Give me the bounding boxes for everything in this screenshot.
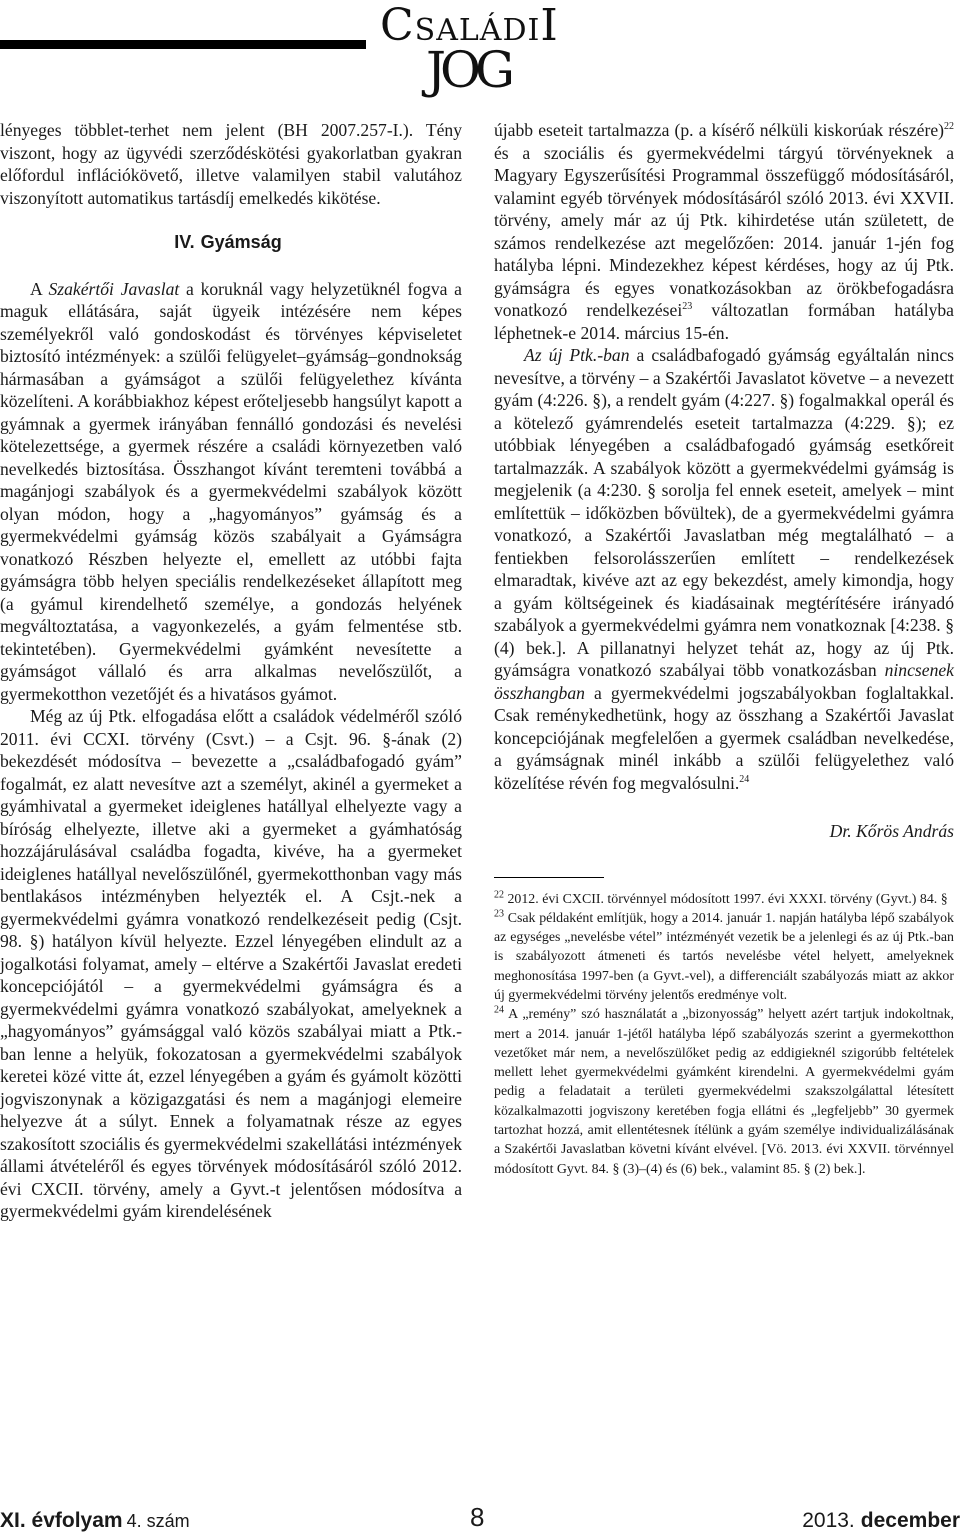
section-heading: IV. Gyámság: [174, 232, 282, 252]
page-footer: [0, 1502, 960, 1537]
left-column: [0, 119, 462, 1223]
footnote-ref: 23: [682, 301, 693, 313]
footnote: $^{24}$ A „remény” szó használatát a „bizonyosság” helyett azért tartjuk indokoltnak, mert a 2014. január 1-jétől hatályba lépő szabályozás szerint a gyermekotthon vezetőket már nem, a nevelőszülőket pedig az eddigieknél szigorúbb feltételek mellett lehet gyermekvédelmi gyámként kirendelni. A gyermekvédelmi gyám pedig a feladatait a területi gyermekvédelmi szakszolgálattal létesített közalkalmazotti jogviszony keretében fogja ellátni és „legfeljebb” 30 gyermek tartozhat hozzá, amit ellentétesnek ítélünk a gyám személye individualizálásának a Szakértői Javaslatban követni kívánt elvével. [Vö. 2013. évi XXVII. törvénnyel módosított Gyvt. 84. § (3)–(4) és (6) bek., valamint 85. § (2) bek.].: [494, 1004, 954, 1177]
logo-line-2: JOG: [426, 41, 509, 99]
logo-line-1: CSALÁDII: [380, 0, 559, 51]
right-column: [494, 119, 954, 1179]
footnote: $^{23}$ Csak példaként említjük, hogy a 2014. január 1. napján hatályba lépő szabályok az egységes „nevelésbe vétel” intézményét vezetik be a jelenlegi és az új Ptk.-ban is szabályozott átmeneti és tartós nevelésbe vétel helyett, amelyeknek meghonosítása 1997-ben (a Gyvt.-vel), a differenciált szabályozás miatt az akkor új gyermekvédelmi törvény jelentős eredménye volt.: [494, 908, 954, 1003]
footnote: $^{22}$ 2012. évi CXCII. törvénnyel módosított 1997. évi XXXI. törvény (Gyvt.) 84. §: [494, 888, 948, 907]
footer-date: 2013. december: [802, 1509, 960, 1532]
footer-volume: XI. évfolyam 4. szám: [0, 1509, 190, 1532]
page-number: 8: [470, 1502, 485, 1532]
footnote-ref: 22: [944, 121, 954, 133]
journal-logo: [380, 0, 580, 100]
paragraph: A Szakértői Javaslat a koruknál vagy helyzetüknél fogva a maguk ellátására, saját ügyeik intézésére nem képes személyekről való gondoskodást és törvényes képviseletet biztosító intézmények: a szülői felügyelet–gyámság–gondnokság hármasában a gyámságot a szülői felügyelethez kívánta közelíteni. A korábbiakhoz képest erőteljesebb hangsúlyt kapott a gyámnak a gyermek irányában fennálló gondozási és nevelési kötelezettsége, a gyermek részére a családi környezetben való nevelkedés biztosítása. Összhangot kívánt teremteni továbbá a magánjogi szabályok és a gyermekvédelmi szabályok között olyan módon, hogy a „hagyományos” gyámság és a gyermekvédelmi gyámság közös szabályait a Gyámságra vonatkozó Részben helyezte el, emellett az utóbbi fajta gyámságra több helyen speciális rendelkezéseket állapított meg (a gyámul kirendelhető személye, a gondozás helyének megváltoztatása, a vagyonkezelés, a gyám felmentése stb. tekintetében). Gyermekvédelmi gyámként nevesítette a gyámságot vállaló és arra alkalmas nevelőszülőt, a gyermekotthon vezetőjét és a hivatásos gyámot.: [0, 278, 462, 704]
footnote-ref: 24: [739, 773, 750, 785]
paragraph: Az új Ptk.-ban a családbafogadó gyámság egyáltalán nincs nevesítve, a törvény – a Szakértői Javaslatot követve – a nevezett gyám (4:226. §), a rendelt gyám (4:227. §) fogalmakkal operál és a kötelező gyámrendelés eseteit tartalmazza (4:229. §); ez utóbbiak lényegében a családbafogadó gyámság esetkőreit tartalmazzák. A szabályok között a gyermekvédelmi gyámság is megjelenik (a 4:230. § sorolja fel ennek eseteit, amelyek – mint említettük – időközben bővültek), de a gyermekvédelmi gyámra vonatkozó, a Szakértői Javaslatban még megtalálható – a fentiekben felsorolásszerűen említett – rendelkezések elmaradtak, kivéve azt az egy bekezdést, amely kimondja, hogy a gyám költségeinek és kiadásainak megtérítésére irányadó szabályok a gyermekvédelmi gyámra nem vonatkoznak [4:238. § (4) bek.]. A pillanatnyi helyzet tehát az, hogy az új Ptk. gyámságra vonatkozó szabályai több vonatkozásban nincsenek összhangban a gyermekvédelmi jogszabályokban foglaltakkal. Csak reménykedhetünk, hogy az összhang a Szakértői Javaslat koncepciójának megfelelően a gyermek családban nevelkedése, a gyámságnak minél inkább a szülői felügyelethez való közelítése révén fog megvalósulni.$^{24}$: [494, 345, 954, 793]
paragraph: Még az új Ptk. elfogadása előtt a családok védelméről szóló 2011. évi CCXI. törvény (Csvt.) – a Csjt. 96. §-ának (2) bekezdését módosítva – bevezette a „családbafogadó gyám” fogalmát, ez alatt nevesítve azt a személyt, akinél a gyermeket a gyámhivatal a gyermeket ideiglenes hatállyal elhelyezte vagy a bíróság elhelyezte, illetve aki a gyermeket a gyámhatóság hozzájárulásával családba fogadta, kivéve, ha a gyermeket ideiglenes hatállyal nevelőszülőnél, gyermekotthonban vagy más bentlakásos intézményben helyezték el. A Csjt.-nek a gyermekvédelmi gyámra vonatkozó rendelkezéseit pedig (Csjt. 98. §) hatályon kívül helyezte. Ezzel lényegében elindult az a jogalkotási folyamat, amely – eltérve a Szakértői Javaslat eredeti koncepciójától – a gyermekvédelmi gyámságra és a gyermekvédelmi gyámra vonatkozó szabályokat, amelyeknek a „hagyományos” gyámsággal való közös szabályai miatt a Ptk.-ban lenne a helyük, fokozatosan a gyermekvédelmi szabályok keretei közé vitte át, ezzel lényegében a gyám és gyámolt közötti jogviszonynak a közigazgatási és nem a magánjogi elemeire helyezve át a súlyt. Ennek a folyamatnak része az egyes szakosított szociális és gyermekvédelmi szakellátási intézmények állami átvételéről és egyes törvények módosításáról szóló 2012. évi CXCII. törvény, amely a Gyvt.-t jelentősen módosítva a gyermekvédelmi gyám kirendelésének: [0, 706, 462, 1221]
author-signature: Dr. Kőrös András: [829, 821, 954, 841]
header-rule: [0, 40, 366, 49]
footnote-divider: [494, 877, 604, 878]
paragraph: lényeges többlet-terhet nem jelent (BH 2007.257-I.). Tény viszont, hogy az ügyvédi szerződéskötési gyakorlatban gyakran előfordul inflációkövető, illetve valamilyen stabil valutához viszonyított automatikus tartásdíj emelkedés kikötése.: [0, 120, 462, 208]
paragraph: újabb eseteit tartalmazza (p. a kísérő nélküli kiskorúak részére)$^{22}$ és a szociális és gyermekvédelmi tárgyú törvényeknek a Magyary Egyszerűsítési Programmal összefüggő módosításáról, valamint egyéb törvények módosításáról szóló 2013. évi XXVII. törvény, amely már az új Ptk. kihirdetése után született, de számos rendelkezése azt megelőzően: 2014. január 1-jén fog hatályba lépni. Mindezekhez képest kérdéses, hogy az új Ptk. gyámságra és egyes vonatkozásokban az örökbefogadásra vonatkozó rendelkezései$^{23}$ változatlan formában hatályba léphetnek-e 2014. március 15-én.: [494, 120, 954, 343]
